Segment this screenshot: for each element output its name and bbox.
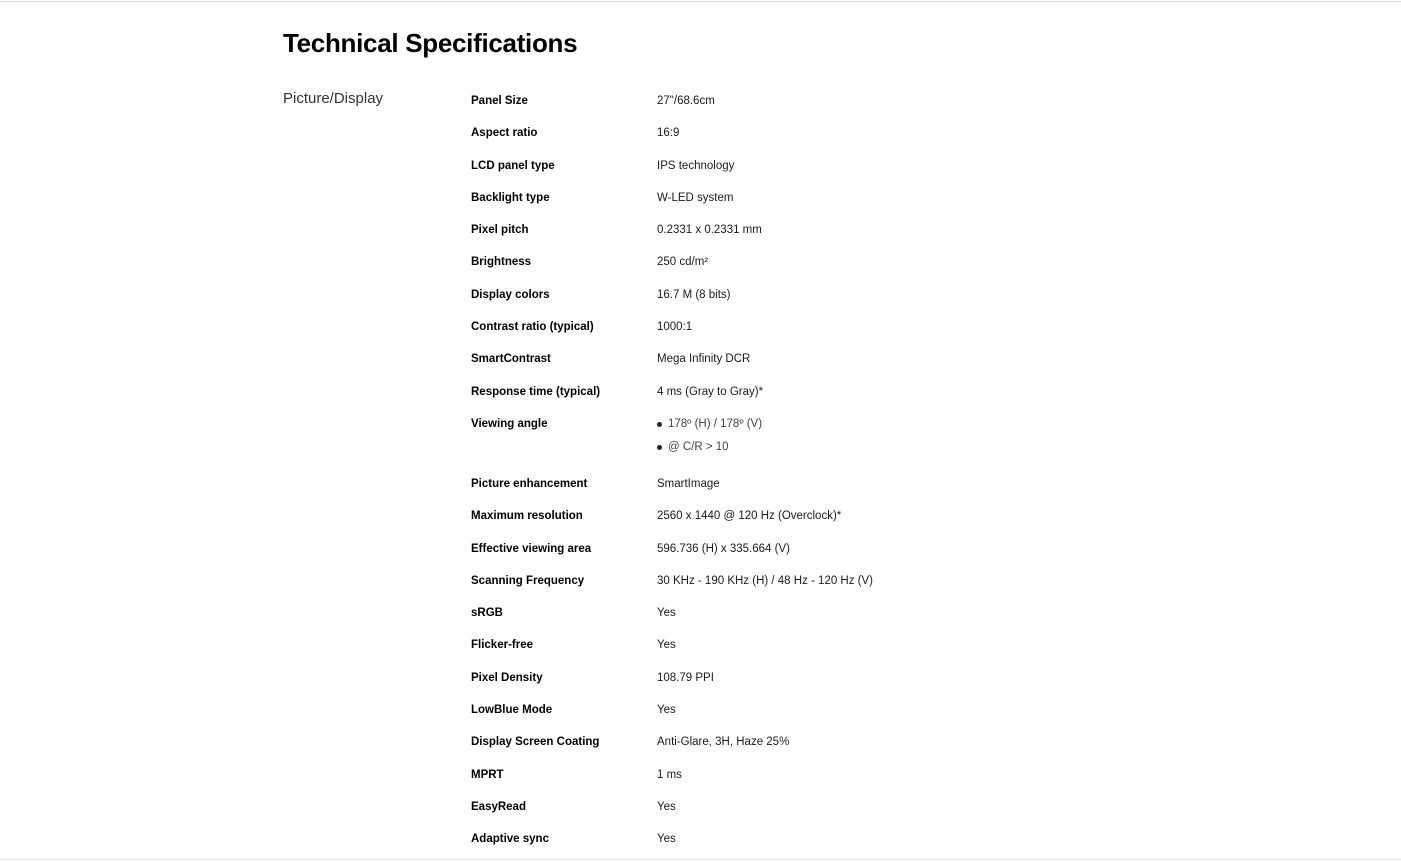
spec-row bbox=[471, 699, 1171, 731]
spec-list bbox=[471, 90, 1171, 861]
spec-row bbox=[471, 796, 1171, 828]
spec-name: LowBlue Mode bbox=[471, 704, 553, 717]
spec-row bbox=[471, 667, 1171, 699]
spec-name: Pixel pitch bbox=[471, 224, 529, 237]
spec-value: 4 ms (Gray to Gray)* bbox=[657, 385, 764, 398]
spec-row bbox=[471, 284, 1171, 316]
spec-name: Backlight type bbox=[471, 191, 550, 204]
spec-name: Pixel Density bbox=[471, 671, 543, 684]
spec-value-bullets bbox=[657, 413, 1171, 459]
spec-value: Yes bbox=[657, 704, 676, 717]
spec-row bbox=[471, 505, 1171, 537]
spec-value: 1 ms bbox=[657, 768, 682, 781]
spec-value: 108.79 PPI bbox=[657, 671, 714, 684]
bullet-item bbox=[657, 413, 1171, 436]
spec-name: Effective viewing area bbox=[471, 542, 592, 555]
spec-name: SmartContrast bbox=[471, 353, 551, 366]
spec-value: Mega Infinity DCR bbox=[657, 353, 751, 366]
bullet-text: 178º (H) / 178º (V) bbox=[668, 417, 763, 430]
spec-name: Scanning Frequency bbox=[471, 574, 585, 587]
page-title: Technical Specifications bbox=[283, 28, 578, 58]
spec-row bbox=[471, 251, 1171, 283]
spec-row bbox=[471, 187, 1171, 219]
spec-value: Anti-Glare, 3H, Haze 25% bbox=[657, 736, 790, 749]
spec-value: Yes bbox=[657, 833, 676, 846]
spec-name: Viewing angle bbox=[471, 417, 548, 430]
spec-value: 27"/68.6cm bbox=[657, 95, 715, 107]
spec-value: Yes bbox=[657, 800, 676, 813]
spec-row bbox=[471, 731, 1171, 763]
spec-name: Panel Size bbox=[471, 95, 528, 107]
spec-row bbox=[471, 764, 1171, 796]
bullet-text: @ C/R > 10 bbox=[668, 440, 729, 453]
spec-row bbox=[471, 634, 1171, 666]
spec-name: Display colors bbox=[471, 288, 550, 301]
spec-row bbox=[471, 381, 1171, 413]
section-label: Picture/Display bbox=[283, 90, 384, 107]
bullet-item bbox=[657, 436, 1171, 459]
spec-value: 0.2331 x 0.2331 mm bbox=[657, 224, 762, 237]
bottom-divider bbox=[0, 859, 1401, 860]
spec-value: 16.7 M (8 bits) bbox=[657, 288, 731, 301]
spec-name: Picture enhancement bbox=[471, 477, 588, 490]
spec-name: Response time (typical) bbox=[471, 385, 601, 398]
spec-row bbox=[471, 90, 1171, 122]
spec-value: 30 KHz - 190 KHz (H) / 48 Hz - 120 Hz (V) bbox=[657, 574, 874, 587]
spec-value bbox=[657, 413, 1171, 459]
spec-name: Contrast ratio (typical) bbox=[471, 321, 594, 334]
spec-value: 596.736 (H) x 335.664 (V) bbox=[657, 542, 790, 555]
spec-row bbox=[471, 122, 1171, 154]
spec-name: EasyRead bbox=[471, 800, 526, 813]
spec-row bbox=[471, 602, 1171, 634]
spec-row bbox=[471, 348, 1171, 380]
bullet-dot-icon bbox=[657, 422, 662, 427]
spec-name: Aspect ratio bbox=[471, 127, 538, 140]
bullet-dot-icon bbox=[657, 445, 662, 450]
spec-value: 250 cd/m² bbox=[657, 256, 709, 269]
spec-row bbox=[471, 155, 1171, 187]
spec-name: Brightness bbox=[471, 256, 532, 269]
spec-row bbox=[471, 570, 1171, 602]
spec-name: MPRT bbox=[471, 768, 504, 781]
spec-value: 16:9 bbox=[657, 127, 680, 140]
spec-value: SmartImage bbox=[657, 477, 720, 490]
spec-row bbox=[471, 828, 1171, 860]
spec-name: Adaptive sync bbox=[471, 833, 549, 846]
spec-value: 2560 x 1440 @ 120 Hz (Overclock)* bbox=[657, 510, 842, 523]
spec-value: Yes bbox=[657, 607, 676, 620]
spec-name: Flicker-free bbox=[471, 639, 534, 652]
spec-row bbox=[471, 473, 1171, 505]
spec-name: sRGB bbox=[471, 607, 503, 620]
top-divider bbox=[0, 1, 1401, 2]
spec-value: 1000:1 bbox=[657, 321, 693, 334]
spec-value: W-LED system bbox=[657, 191, 734, 204]
spec-name: Display Screen Coating bbox=[471, 736, 600, 749]
spec-name: LCD panel type bbox=[471, 159, 555, 172]
spec-value: Yes bbox=[657, 639, 676, 652]
spec-row bbox=[471, 413, 1171, 473]
spec-value: IPS technology bbox=[657, 159, 735, 172]
spec-name: Maximum resolution bbox=[471, 510, 583, 523]
spec-row bbox=[471, 316, 1171, 348]
spec-row bbox=[471, 219, 1171, 251]
spec-row bbox=[471, 538, 1171, 570]
